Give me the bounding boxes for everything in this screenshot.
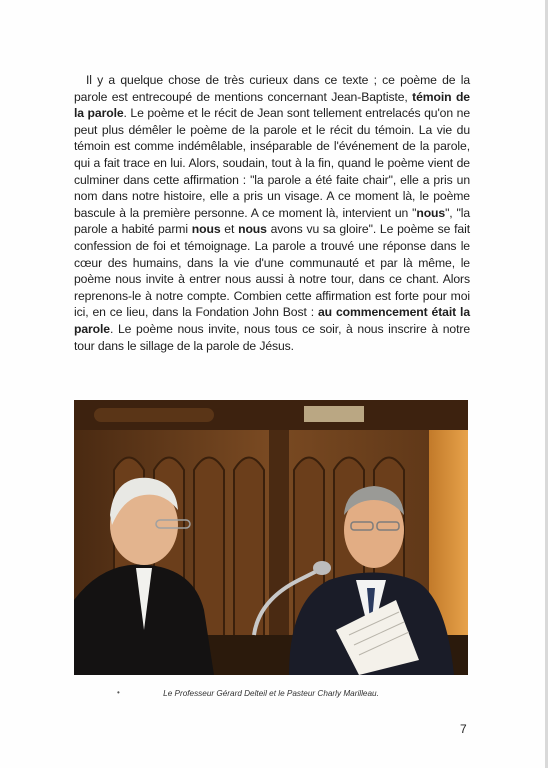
- text-run: . Le poème et le récit de Jean sont tellement entrelacés qu'on ne peut plus démêler le poème de la parole et le récit du témoin. La vie du témoin est comme indémêlable, inséparable de l'événement de la parole, qui a fait trace en lui. Alors, soudain, tout à la fin, quand le poème vient de culminer dans cette affirmation : "la parole a été faite chair", elle a pris un nom dans notre histoire, elle a pris un visage. A ce moment là, le poème bascule à la première personne. A ce moment là, intervient un ": [74, 106, 470, 220]
- text-run: . Le poème nous invite, nous tous ce soir, à nous inscrire à notre tour dans le sillage de la parole de Jésus.: [74, 321, 470, 353]
- caption-bullet: •: [117, 688, 120, 697]
- bold-text-run: nous: [191, 222, 221, 237]
- article-text: [74, 72, 470, 354]
- text-run: ", "la parole a habité parmi: [74, 205, 471, 237]
- bold-text-run: témoin de la parole: [74, 89, 470, 121]
- photograph: [74, 400, 468, 675]
- photo-caption: Le Professeur Gérard Delteil et le Pasteur Charly Marilleau.: [163, 689, 379, 698]
- article-paragraph: [74, 72, 470, 354]
- text-run: avons vu sa gloire". Le poème se fait confession de foi et témoignage. La parole a trouvé une réponse dans le cœur des humains, dans la vie d'une communauté et par là même, le poème nous invite à entrer nous aussi à notre tour, dans ce chant. Alors reprenons-le à notre compte. Combien cette affirmation est forte pour moi ici, en ce lieu, dans la Fondation John Bost :: [74, 222, 471, 320]
- bold-text-run: au commencement était la parole: [74, 305, 471, 336]
- bold-text-run: nous: [416, 205, 446, 220]
- text-run: et: [220, 222, 239, 237]
- speakers-photo-illustration: [74, 400, 468, 675]
- text-run: Il y a quelque chose de très curieux dans ce texte ; ce poème de la parole est entrecoupé de mentions concernant Jean-Baptiste,: [74, 73, 470, 104]
- page-number: 7: [460, 722, 467, 736]
- bold-text-run: nous: [238, 222, 267, 237]
